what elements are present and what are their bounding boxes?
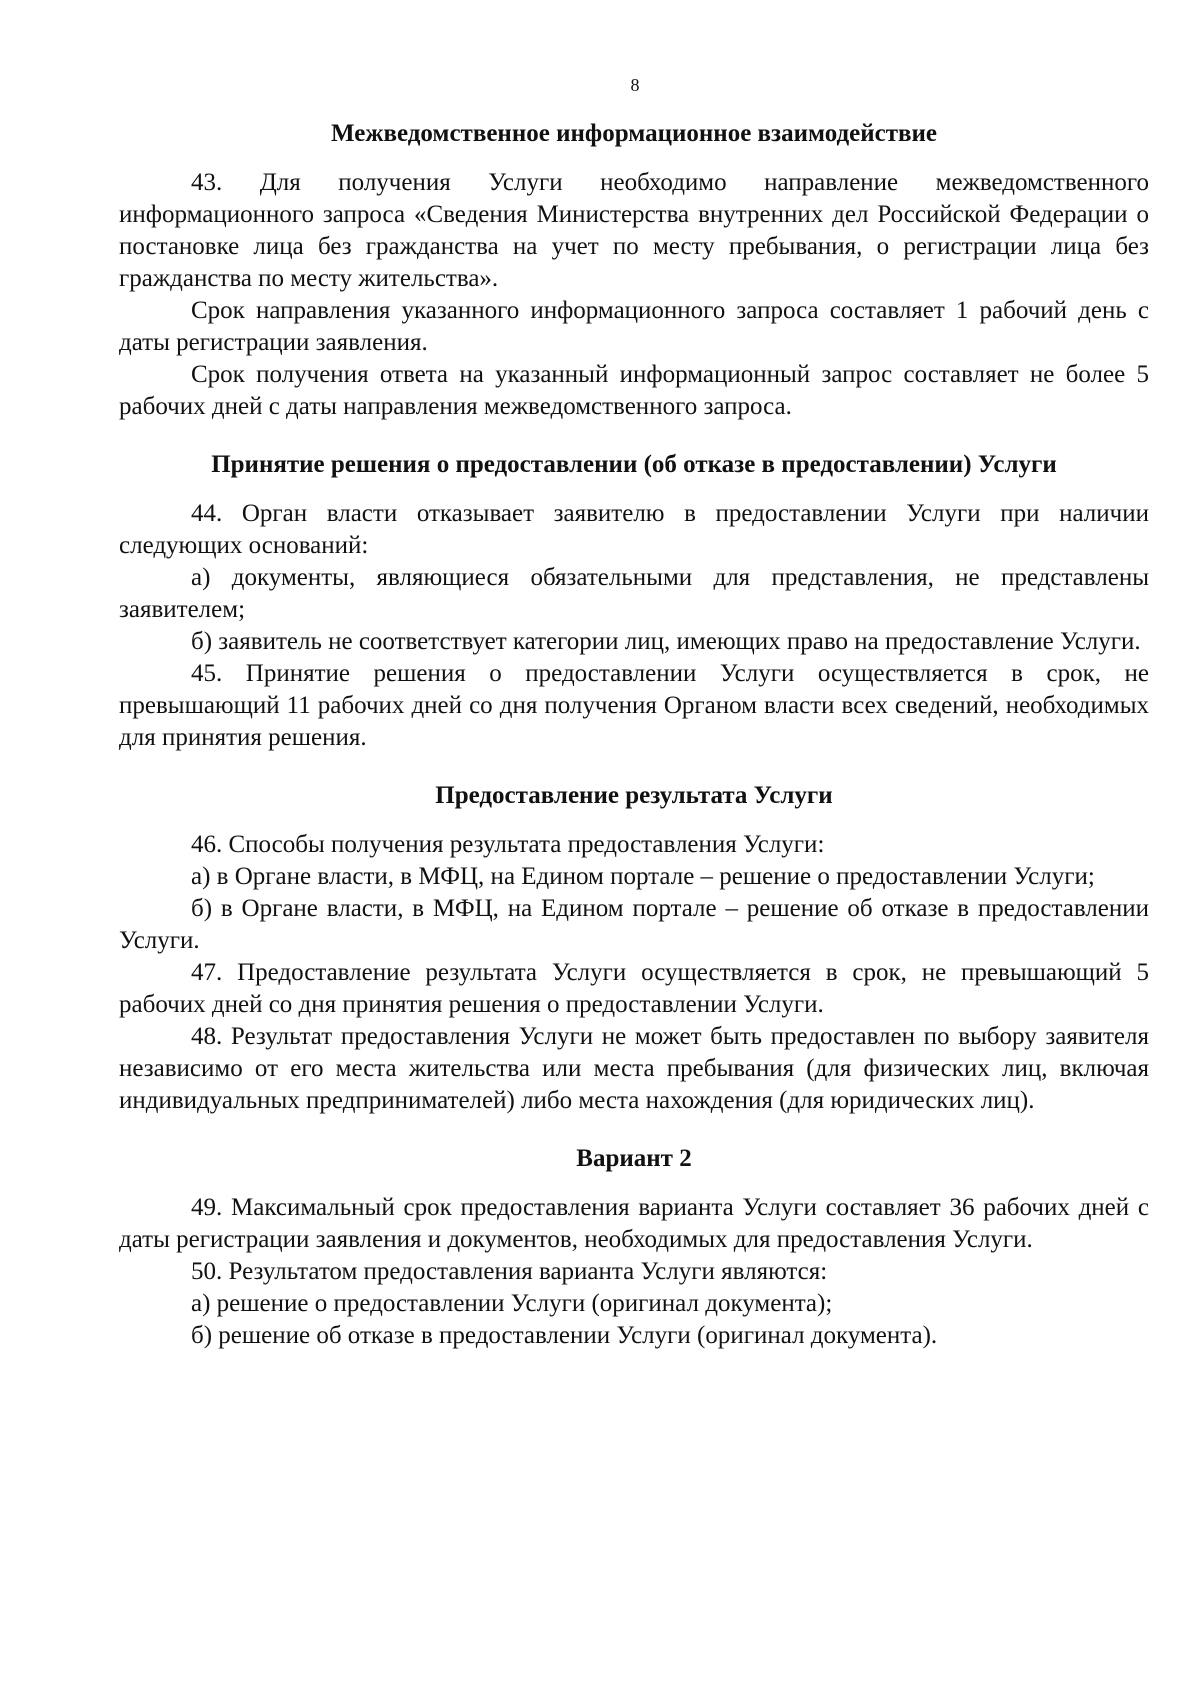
paragraph-43: 43. Для получения Услуги необходимо направление межведомственного информационного запроса «Сведения Министерства внутренних дел Российской Федерации о постановке лица без гражданства на учет по месту пребывания, о регистрации лица без гражданства по месту жительства». bbox=[119, 169, 1149, 292]
paragraph-49: 49. Максимальный срок предоставления варианта Услуги составляет 36 рабочих дней с даты регистрации заявления и документов, необходимых для предоставления Услуги. bbox=[119, 1194, 1149, 1253]
paragraph-46-a: а) в Органе власти, в МФЦ, на Едином портале – решение о предоставлении Услуги; bbox=[191, 863, 1095, 890]
paragraph-44-a: а) документы, являющиеся обязательными для представления, не представлены заявителем; bbox=[119, 564, 1149, 623]
spacer bbox=[119, 812, 1149, 829]
spacer bbox=[119, 754, 1149, 780]
paragraph-44: 44. Орган власти отказывает заявителю в предоставлении Услуги при наличии следующих оснований: bbox=[119, 500, 1149, 559]
paragraph-50: 50. Результатом предоставления варианта Услуги являются: bbox=[191, 1258, 828, 1285]
paragraph-response-deadline: Срок получения ответа на указанный информационный запрос составляет не более 5 рабочих дней с даты направления межведомственного запроса. bbox=[119, 361, 1149, 420]
paragraph-46-b: б) в Органе власти, в МФЦ, на Едином портале – решение об отказе в предоставлении Услуги. bbox=[119, 895, 1149, 954]
paragraph-request-deadline: Срок направления указанного информационного запроса составляет 1 рабочий день с даты регистрации заявления. bbox=[119, 297, 1149, 356]
spacer bbox=[119, 423, 1149, 449]
paragraph-46: 46. Способы получения результата предоставления Услуги: bbox=[191, 831, 825, 858]
section-heading-result: Предоставление результата Услуги bbox=[435, 782, 833, 809]
spacer bbox=[119, 481, 1149, 498]
document-body bbox=[119, 118, 1149, 1352]
paragraph-44-b: б) заявитель не соответствует категории лиц, имеющих право на предоставление Услуги. bbox=[191, 628, 1141, 655]
section-heading-interagency: Межведомственное информационное взаимодействие bbox=[331, 120, 937, 147]
paragraph-45: 45. Принятие решения о предоставлении Услуги осуществляется в срок, не превышающий 11 рабочих дней со дня получения Органом власти всех сведений, необходимых для принятия решения. bbox=[119, 660, 1149, 751]
spacer bbox=[119, 150, 1149, 167]
section-heading-decision: Принятие решения о предоставлении (об отказе в предоставлении) Услуги bbox=[211, 451, 1057, 478]
paragraph-48: 48. Результат предоставления Услуги не может быть предоставлен по выбору заявителя независимо от его места жительства или места пребывания (для физических лиц, включая индивидуальных предпринимателей) либо места нахождения (для юридических лиц). bbox=[119, 1023, 1149, 1114]
paragraph-50-a: а) решение о предоставлении Услуги (оригинал документа); bbox=[191, 1290, 833, 1317]
section-heading-variant-2: Вариант 2 bbox=[576, 1145, 692, 1172]
spacer bbox=[119, 1175, 1149, 1192]
spacer bbox=[119, 1117, 1149, 1143]
paragraph-50-b: б) решение об отказе в предоставлении Услуги (оригинал документа). bbox=[191, 1322, 938, 1349]
page-number: 8 bbox=[630, 75, 640, 95]
paragraph-47: 47. Предоставление результата Услуги осуществляется в срок, не превышающий 5 рабочих дней со дня принятия решения о предоставлении Услуги. bbox=[119, 959, 1149, 1018]
